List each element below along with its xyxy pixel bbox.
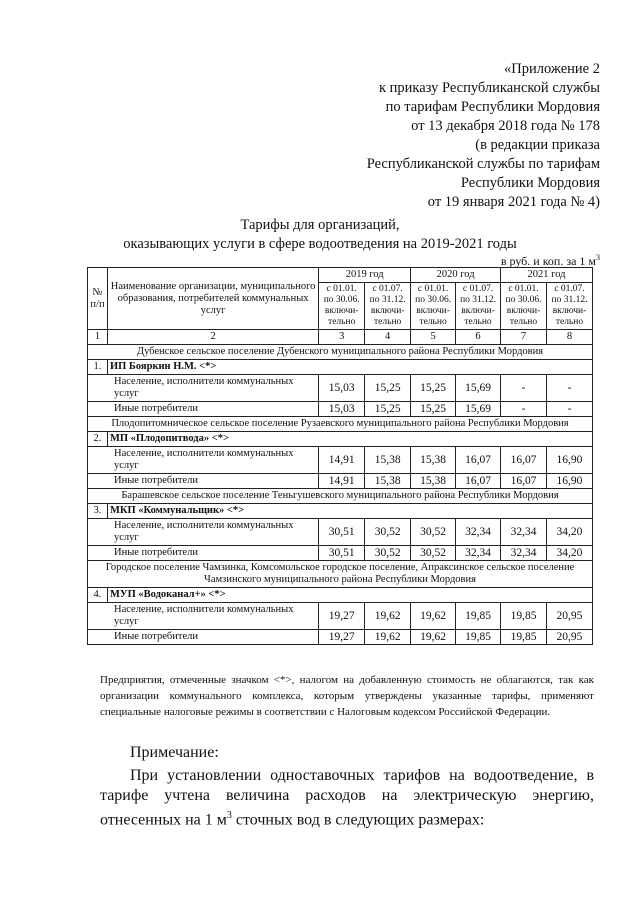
settlement-name: Барашевское сельское поселение Теньгушевского муниципального района Республики Мордовия [88, 489, 593, 504]
col-number: 7 [501, 330, 547, 345]
tariff-value: 34,20 [546, 546, 592, 561]
tariff-value: - [501, 375, 547, 402]
tariff-value: 19,62 [365, 603, 411, 630]
settlement-name: Плодопитомническое сельское поселение Рузаевского муниципального района Республики Мордовия [88, 417, 593, 432]
appendix-line: (в редакции приказа [475, 137, 600, 153]
table-row [88, 630, 593, 645]
tariff-value: 19,62 [411, 630, 456, 645]
tariff-value: 15,25 [411, 375, 456, 402]
tariff-value: 19,27 [319, 630, 365, 645]
col-number: 3 [319, 330, 365, 345]
tariff-value: 15,03 [319, 402, 365, 417]
tariff-value: 14,91 [319, 447, 365, 474]
header-period: с 01.07. по 31.12. включи-тельно [456, 283, 501, 330]
tariff-value: 19,85 [501, 603, 547, 630]
tariff-value: 32,34 [501, 519, 547, 546]
appendix-line: по тарифам Республики Мордовия [385, 99, 600, 115]
table-row [88, 603, 593, 630]
tariff-value: 15,69 [456, 402, 501, 417]
settlement-row [88, 489, 593, 504]
tariff-value: 14,91 [319, 474, 365, 489]
title-line-2: оказывающих услуги в сфере водоотведения на 2019-2021 годы [123, 236, 517, 252]
consumer-label: Иные потребители [88, 546, 319, 561]
appendix-header [367, 60, 600, 212]
note-text-main: При установлении одноставочных тарифов на водоотведение, в тарифе учтена величина расходов на электрическую энергию, отнесенных на 1 м [100, 767, 594, 829]
header-year: 2019 год [319, 268, 411, 283]
tariff-value: 30,52 [411, 519, 456, 546]
header-num: № п/п [88, 268, 108, 330]
consumer-label: Население, исполнители коммунальных услуг [88, 603, 319, 630]
tariff-table [87, 267, 593, 645]
tariff-value: - [501, 402, 547, 417]
organization-row [88, 504, 593, 519]
tariff-value: 16,90 [546, 474, 592, 489]
header-period: с 01.01. по 30.06. включи-тельно [319, 283, 365, 330]
appendix-line: от 13 декабря 2018 года № 178 [411, 118, 600, 134]
tariff-value: 20,95 [546, 630, 592, 645]
consumer-label: Иные потребители [88, 630, 319, 645]
header-period: с 01.07. по 31.12. включи-тельно [365, 283, 411, 330]
consumer-label: Население, исполнители коммунальных услуг [88, 375, 319, 402]
appendix-line: к приказу Республиканской службы [378, 80, 600, 96]
settlement-row [88, 561, 593, 588]
col-number: 4 [365, 330, 411, 345]
footnote: Предприятия, отмеченные значком <*>, налогом на добавленную стоимость не облагаются, так как организации коммунального комплекса, которым утверждены указанные тарифы, применяют специальные налоговые режимы в соответствии с Налоговым кодексом Российской Федерации. [100, 674, 594, 718]
settlement-row [88, 345, 593, 360]
tariff-value: 15,38 [411, 474, 456, 489]
consumer-label: Население, исполнители коммунальных услуг [88, 447, 319, 474]
organization-number: 4. [88, 588, 108, 603]
note-title: Примечание: [130, 744, 219, 761]
consumer-label: Иные потребители [88, 474, 319, 489]
note-text-sup: 3 [226, 810, 232, 821]
organization-name: ИП Бояркин Н.М. <*> [107, 360, 592, 375]
tariff-value: 16,90 [546, 447, 592, 474]
table-row [88, 375, 593, 402]
table-row [88, 546, 593, 561]
header-name: Наименование организации, муниципального образования, потребителей коммунальных услуг [107, 268, 318, 330]
organization-number: 1. [88, 360, 108, 375]
appendix-line: Республиканской службы по тарифам [366, 156, 600, 172]
tariff-value: 19,85 [456, 630, 501, 645]
col-number: 5 [411, 330, 456, 345]
tariff-value: 16,07 [501, 474, 547, 489]
tariff-value: - [546, 402, 592, 417]
table-row [88, 402, 593, 417]
tariff-value: 19,27 [319, 603, 365, 630]
organization-number: 2. [88, 432, 108, 447]
col-number: 1 [88, 330, 108, 345]
column-number-row [88, 330, 593, 345]
organization-name: МКП «Коммунальщик» <*> [107, 504, 592, 519]
tariff-value: 32,34 [456, 519, 501, 546]
settlement-name: Дубенское сельское поселение Дубенского муниципального района Республики Мордовия [88, 345, 593, 360]
settlement-row [88, 417, 593, 432]
tariff-value: 16,07 [501, 447, 547, 474]
tariff-value: 30,51 [319, 519, 365, 546]
tariff-value: 19,62 [365, 630, 411, 645]
tariff-value: 19,85 [501, 630, 547, 645]
tariff-value: 15,03 [319, 375, 365, 402]
consumer-label: Население, исполнители коммунальных услуг [88, 519, 319, 546]
header-year: 2020 год [411, 268, 501, 283]
title-line-1: Тарифы для организаций, [240, 217, 400, 233]
table-row [88, 447, 593, 474]
table-header-row [88, 268, 593, 283]
organization-row [88, 360, 593, 375]
tariff-value: 32,34 [501, 546, 547, 561]
tariff-value: 16,07 [456, 474, 501, 489]
col-number: 8 [546, 330, 592, 345]
appendix-line: от 19 января 2021 года № 4) [427, 194, 600, 210]
consumer-label: Иные потребители [88, 402, 319, 417]
settlement-name: Городское поселение Чамзинка, Комсомольское городское поселение, Апраксинское сельское поселение Чамзинского муниципального района Республики Мордовия [88, 561, 593, 588]
table-row [88, 474, 593, 489]
tariff-value: 16,07 [456, 447, 501, 474]
tariff-value: 15,38 [365, 474, 411, 489]
tariff-value: 15,25 [365, 375, 411, 402]
header-period: с 01.01. по 30.06. включи-тельно [501, 283, 547, 330]
tariff-value: 15,25 [411, 402, 456, 417]
tariff-value: 30,52 [365, 546, 411, 561]
note-text-end: сточных вод в следующих размерах: [231, 811, 485, 829]
units-sup: 3 [596, 253, 600, 262]
tariff-value: 32,34 [456, 546, 501, 561]
tariff-value: 30,51 [319, 546, 365, 561]
appendix-line: «Приложение 2 [504, 61, 600, 77]
tariff-value: 30,52 [411, 546, 456, 561]
table-row [88, 519, 593, 546]
tariff-value: - [546, 375, 592, 402]
tariff-value: 20,95 [546, 603, 592, 630]
organization-row [88, 432, 593, 447]
col-number: 6 [456, 330, 501, 345]
organization-row [88, 588, 593, 603]
tariff-value: 15,25 [365, 402, 411, 417]
units-text: в руб. и коп. за 1 м [500, 254, 596, 268]
organization-number: 3. [88, 504, 108, 519]
organization-name: МУП «Водоканал+» <*> [107, 588, 592, 603]
document-title [0, 216, 640, 254]
tariff-value: 19,62 [411, 603, 456, 630]
appendix-line: Республики Мордовия [460, 175, 600, 191]
header-period: с 01.07. по 31.12. включи-тельно [546, 283, 592, 330]
header-period: с 01.01. по 30.06. включи-тельно [411, 283, 456, 330]
tariff-value: 30,52 [365, 519, 411, 546]
col-number: 2 [107, 330, 318, 345]
header-year: 2021 год [501, 268, 593, 283]
tariff-value: 19,85 [456, 603, 501, 630]
note-text [100, 766, 594, 830]
organization-name: МП «Плодопитвода» <*> [107, 432, 592, 447]
tariff-value: 15,38 [365, 447, 411, 474]
tariff-value: 15,38 [411, 447, 456, 474]
tariff-value: 15,69 [456, 375, 501, 402]
tariff-value: 34,20 [546, 519, 592, 546]
